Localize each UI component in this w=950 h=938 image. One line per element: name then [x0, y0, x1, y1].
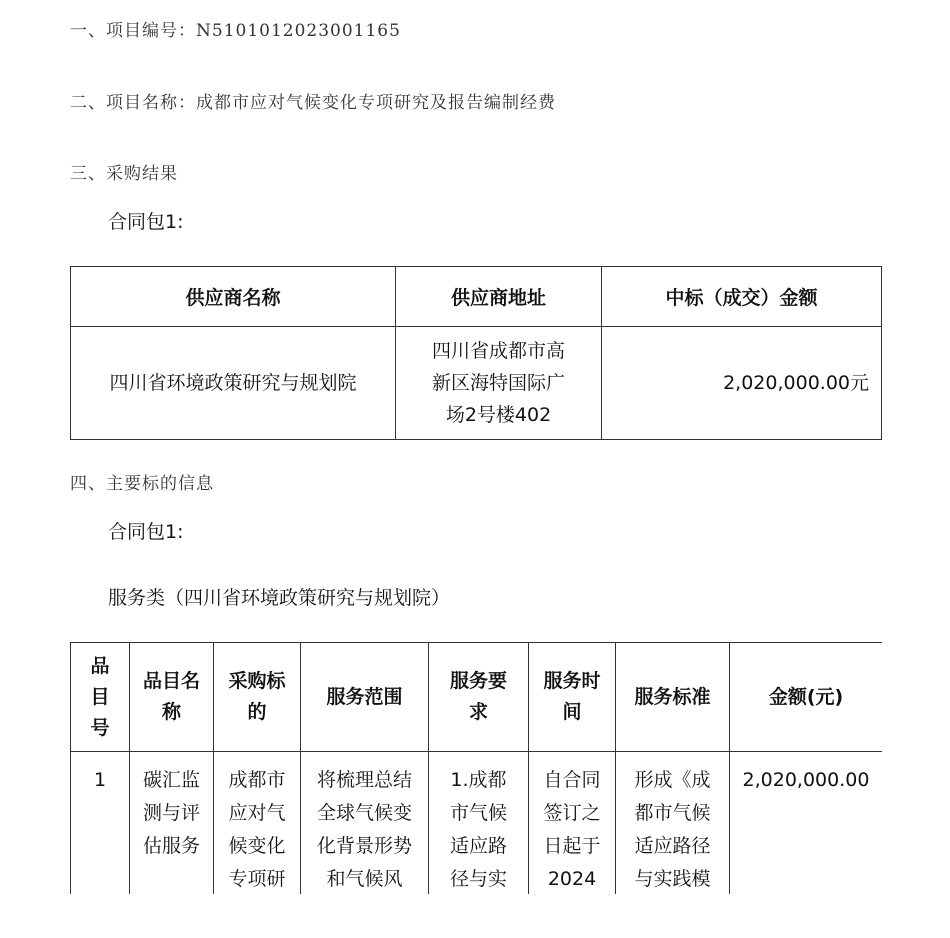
main-subject-table-wrapper [70, 642, 882, 894]
main-subject-heading: 四、主要标的信息 [70, 474, 214, 494]
item-number: 1 [71, 752, 130, 895]
procurement-subject: 成都市 应对气 候变化 专项研 [214, 752, 301, 895]
service-period: 自合同 签订之 日起于 2024 [529, 752, 616, 895]
main-subject-table [70, 642, 882, 894]
header-item-name: 品目名 称 [130, 643, 214, 752]
header-procurement-subject: 采购标 的 [214, 643, 301, 752]
header-amount: 金额(元) [730, 643, 883, 752]
supplier-address: 四川省成都市高 新区海特国际广 场2号楼402 [396, 327, 602, 440]
table-header-row [71, 267, 882, 327]
contract-package-label-2: 合同包1: [108, 521, 184, 543]
project-name: 二、项目名称：成都市应对气候变化专项研究及报告编制经费 [70, 93, 556, 113]
bid-amount: 2,020,000.00元 [602, 327, 882, 440]
header-supplier-address: 供应商地址 [396, 267, 602, 327]
project-number: 一、项目编号：N5101012023001165 [70, 21, 401, 41]
header-service-period: 服务时 间 [529, 643, 616, 752]
supplier-name: 四川省环境政策研究与规划院 [71, 327, 396, 440]
table-row [71, 752, 883, 895]
contract-package-label: 合同包1: [108, 211, 184, 233]
service-scope: 将梳理总结 全球气候变 化背景形势 和气候风 [301, 752, 429, 895]
table-row [71, 327, 882, 440]
header-item-number: 品 目 号 [71, 643, 130, 752]
header-service-standard: 服务标准 [616, 643, 730, 752]
table-header-row [71, 643, 883, 752]
service-standard: 形成《成 都市气候 适应路径 与实践模 [616, 752, 730, 895]
procurement-result-heading: 三、采购结果 [70, 164, 178, 184]
header-service-scope: 服务范围 [301, 643, 429, 752]
header-service-requirements: 服务要 求 [429, 643, 529, 752]
service-requirements: 1.成都 市气候 适应路 径与实 [429, 752, 529, 895]
procurement-result-table [70, 266, 882, 440]
item-amount: 2,020,000.00 [730, 752, 883, 895]
header-bid-amount: 中标（成交）金额 [602, 267, 882, 327]
header-supplier-name: 供应商名称 [71, 267, 396, 327]
service-category: 服务类（四川省环境政策研究与规划院） [108, 587, 451, 609]
item-name: 碳汇监 测与评 估服务 [130, 752, 214, 895]
